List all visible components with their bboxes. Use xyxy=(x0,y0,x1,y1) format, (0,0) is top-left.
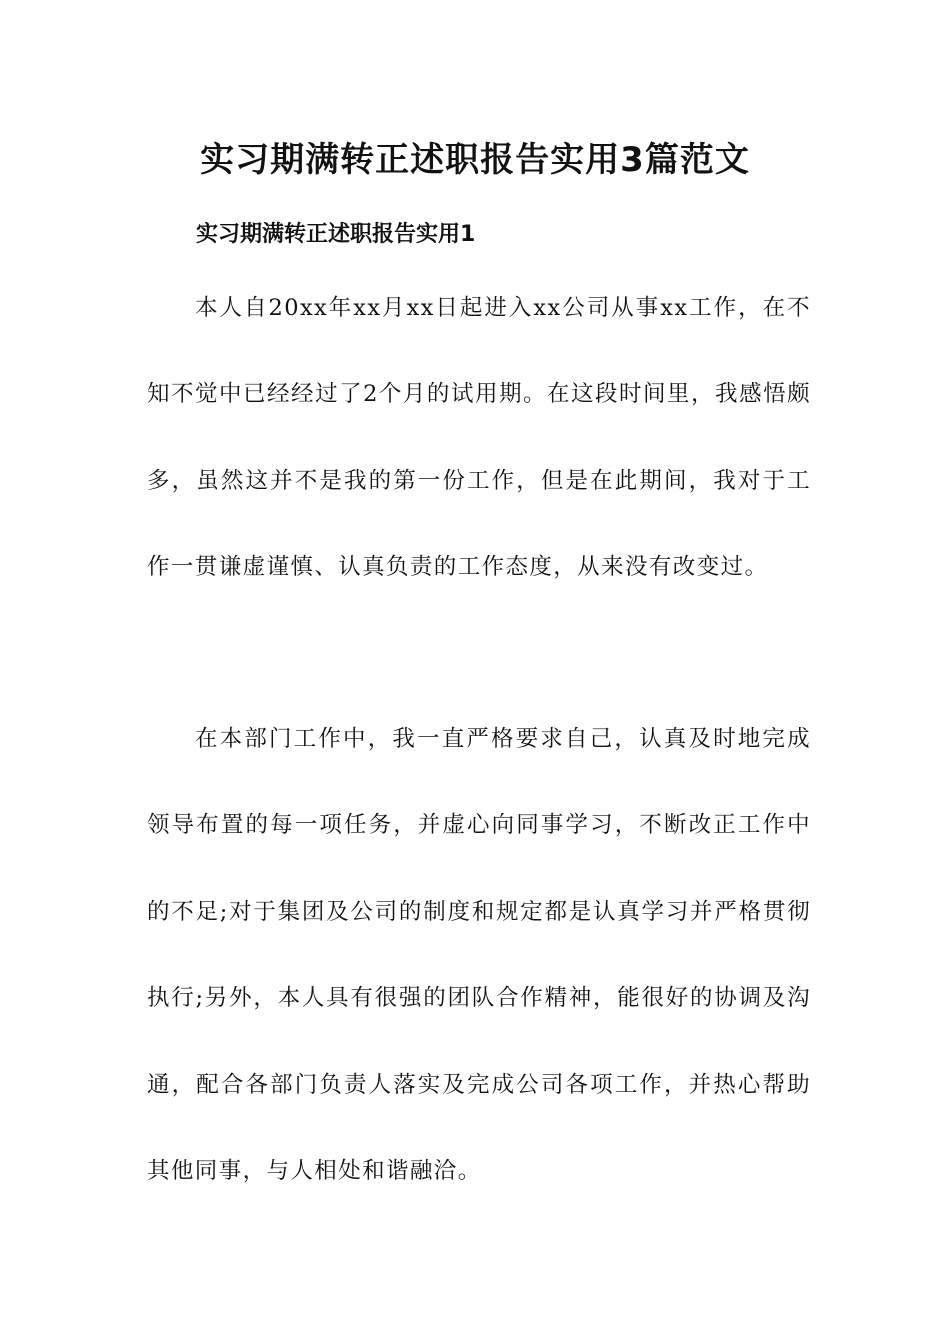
document-title: 实习期满转正述职报告实用3篇范文 xyxy=(200,140,750,180)
section-heading: 实习期满转正述职报告实用1 xyxy=(196,222,476,247)
body-paragraph-2: 在本部门工作中，我一直严格要求自己，认真及时地完成领导布置的每一项任务，并虚心向同事学习，不断改正工作中的不足;对于集团及公司的制度和规定都是认真学习并严格贯彻执行;另外，本人具有很强的团队合作精神，能很好的协调及沟通，配合各部门负责人落实及完成公司各项工作，并热心帮助其他同事，与人相处和谐融洽。 xyxy=(147,726,811,1185)
body-paragraph-1: 本人自20xx年xx月xx日起进入xx公司从事xx工作，在不知不觉中已经经过了2个月的试用期。在这段时间里，我感悟颇多，虽然这并不是我的第一份工作，但是在此期间，我对于工作一贯谦虚谨慎、认真负责的工作态度，从来没有改变过。 xyxy=(147,295,811,581)
